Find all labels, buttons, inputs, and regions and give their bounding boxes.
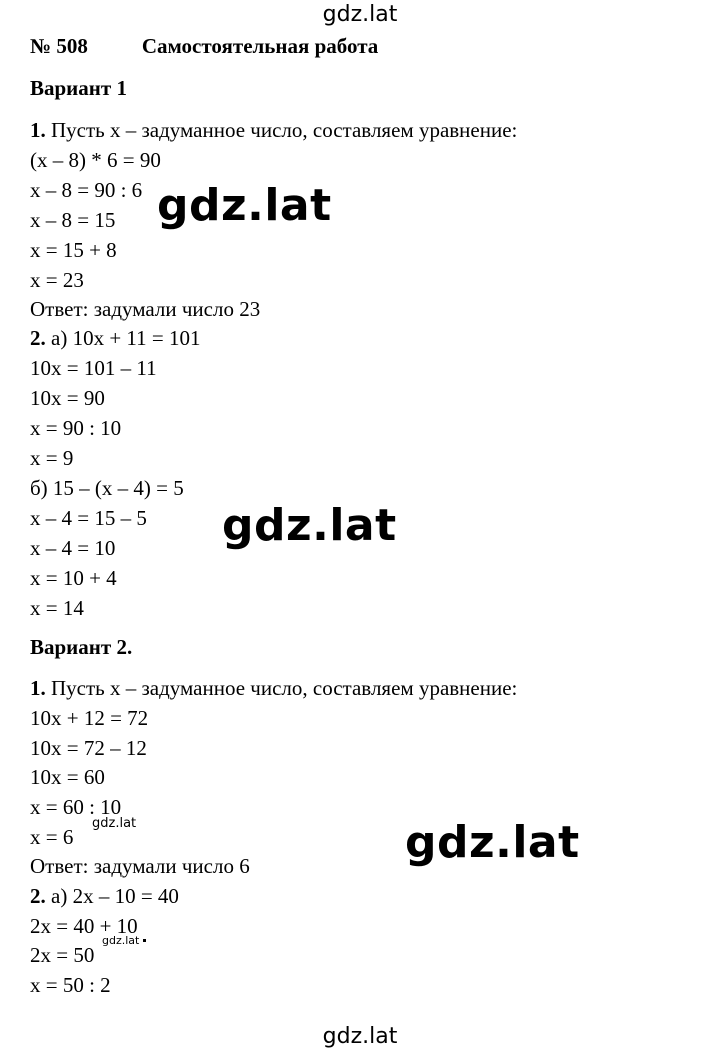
- equation-line: х = 6: [30, 825, 74, 849]
- task-header: [30, 34, 378, 59]
- equation-line: х = 9: [30, 446, 74, 470]
- task-num: 2.: [30, 884, 46, 908]
- variant2-task2-intro: [30, 884, 179, 909]
- watermark-large: gdz.lat: [222, 500, 397, 551]
- equation-line: х – 4 = 15 – 5: [30, 506, 147, 530]
- equation-line: х = 60 : 10: [30, 795, 122, 819]
- variant2-heading: Вариант 2.: [30, 635, 133, 659]
- equation-line: (х – 8) * 6 = 90: [30, 148, 161, 172]
- equation-line: 10х = 72 – 12: [30, 736, 147, 760]
- task-text: Пусть х – задуманное число, составляем уравнение:: [45, 676, 518, 700]
- task-text: а) 10х + 11 = 101: [45, 326, 201, 350]
- equation-line: 10х + 12 = 72: [30, 706, 149, 730]
- task-num: 1.: [30, 676, 46, 700]
- watermark-small: gdz.lat: [102, 934, 140, 947]
- task-title: Самостоятельная работа: [141, 34, 379, 58]
- equation-line: х – 8 = 15: [30, 208, 116, 232]
- watermark-small: gdz.lat: [92, 816, 137, 831]
- equation-line: х = 10 + 4: [30, 566, 117, 590]
- equation-line: 2х = 50: [30, 943, 95, 967]
- equation-line: х = 14: [30, 596, 84, 620]
- equation-line: 2х = 40 + 10: [30, 914, 138, 938]
- equation-line: 10х = 60: [30, 765, 105, 789]
- equation-line: х = 15 + 8: [30, 238, 117, 262]
- watermark-large: gdz.lat: [157, 180, 332, 231]
- equation-line: 10х = 101 – 11: [30, 356, 157, 380]
- watermark-bottom: gdz.lat: [322, 1024, 398, 1049]
- equation-line: 10х = 90: [30, 386, 105, 410]
- variant1-task1-intro: [30, 118, 517, 143]
- task-text: Пусть х – задуманное число, составляем уравнение:: [45, 118, 518, 142]
- task-text: а) 2х – 10 = 40: [45, 884, 179, 908]
- variant1-heading: Вариант 1: [30, 76, 127, 100]
- equation-line: б) 15 – (х – 4) = 5: [30, 476, 184, 500]
- equation-line: х = 90 : 10: [30, 416, 122, 440]
- variant2-task1-intro: [30, 676, 517, 701]
- watermark-large: gdz.lat: [405, 817, 580, 868]
- equation-line: х – 4 = 10: [30, 536, 116, 560]
- task-number: № 508: [30, 34, 88, 58]
- equation-line: х = 50 : 2: [30, 973, 111, 997]
- answer-line: Ответ: задумали число 23: [30, 297, 261, 321]
- equation-line: х – 8 = 90 : 6: [30, 178, 143, 202]
- variant1-task2-intro: [30, 326, 200, 351]
- watermark-top: gdz.lat: [322, 2, 398, 27]
- equation-line: х = 23: [30, 268, 84, 292]
- task-num: 2.: [30, 326, 46, 350]
- answer-line: Ответ: задумали число 6: [30, 854, 250, 878]
- watermark-dot: [143, 939, 146, 942]
- task-num: 1.: [30, 118, 46, 142]
